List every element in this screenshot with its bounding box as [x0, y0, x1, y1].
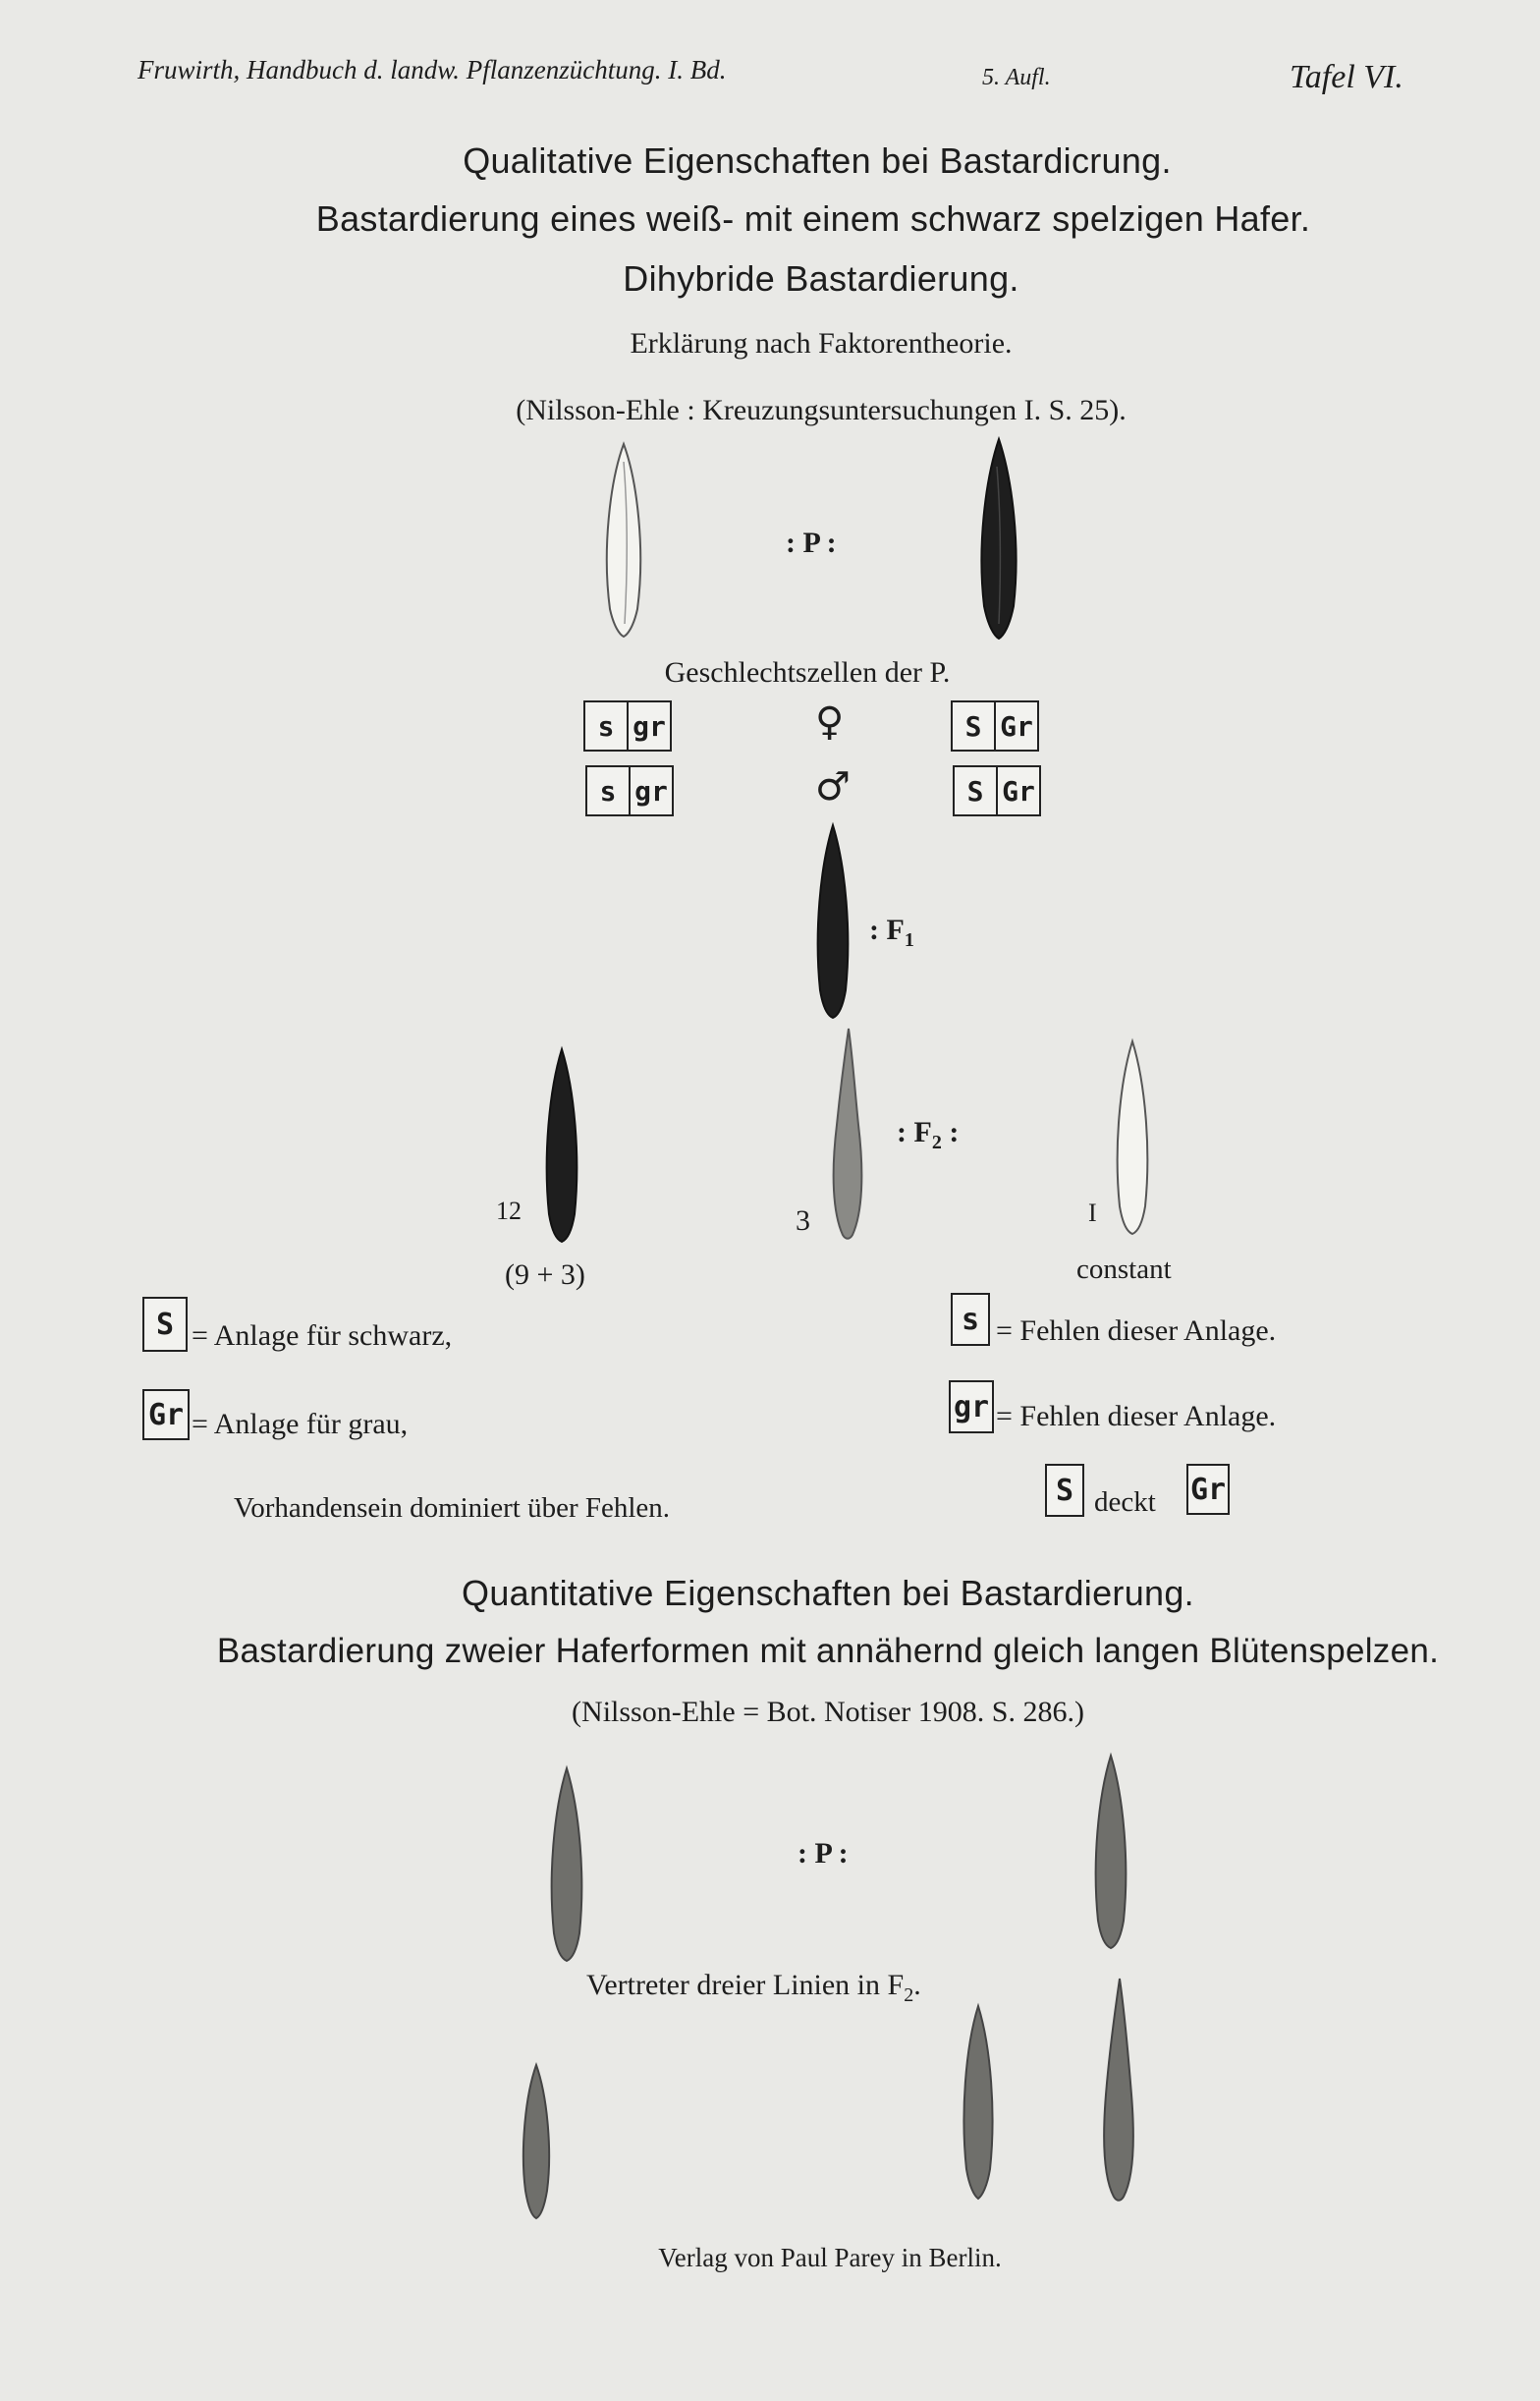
legend-S-box: S — [142, 1297, 188, 1352]
female-symbol-icon: ♀ — [815, 699, 845, 745]
gamete-S: S — [951, 700, 996, 752]
plate-number: Tafel VI. — [1290, 59, 1403, 95]
lines-label: Vertreter dreier Linien in $F_2$. — [586, 1969, 921, 2006]
f2-constant-note: constant — [1076, 1254, 1172, 1285]
covers-word: deckt — [1094, 1486, 1156, 1518]
covers-S-box: S — [1045, 1464, 1084, 1517]
legend-Gr-box: Gr — [142, 1389, 190, 1440]
explanation-line: Erklärung nach Faktorentheorie. — [630, 327, 1013, 360]
qualitative-reference: (Nilsson-Ehle : Kreuzungsuntersuchungen I. S. 25). — [516, 394, 1127, 426]
gametes-label: Geschlechtszellen der P. — [664, 656, 951, 689]
gamete-male-recessive — [585, 765, 674, 816]
f2-count-black: 12 — [496, 1197, 522, 1225]
line-grain-medium-icon — [956, 2004, 1001, 2201]
quant-p-grain-right-icon — [1086, 1754, 1135, 1950]
f2-grey-grain-icon — [823, 1027, 872, 1243]
legend-s-box: s — [951, 1293, 990, 1346]
gamete-gr: gr — [629, 765, 674, 816]
header-citation: Fruwirth, Handbuch d. landw. Pflanzenzüchtung. I. Bd. — [138, 55, 727, 84]
gamete-Gr: Gr — [994, 700, 1039, 752]
f1-black-grain-icon — [808, 823, 857, 1020]
gamete-s: s — [583, 700, 629, 752]
legend-gr-text: = Fehlen dieser Anlage. — [996, 1400, 1277, 1432]
gamete-Gr: Gr — [996, 765, 1041, 816]
f2-label: : $F_2$ : — [897, 1116, 960, 1153]
gamete-S: S — [953, 765, 998, 816]
f2-count-white: I — [1088, 1199, 1097, 1227]
gamete-s: s — [585, 765, 631, 816]
line-grain-long-icon — [1094, 1977, 1143, 2203]
p-label: : P : — [786, 527, 837, 559]
quant-p-grain-left-icon — [542, 1766, 591, 1963]
legend-s-text: = Fehlen dieser Anlage. — [996, 1314, 1277, 1347]
header-edition: 5. Aufl. — [982, 65, 1051, 90]
legend-S-text: = Anlage für schwarz, — [192, 1319, 453, 1352]
legend-Gr-text: = Anlage für grau, — [192, 1408, 409, 1440]
gamete-male-dominant — [953, 765, 1041, 816]
f2-black-grain-icon — [537, 1047, 586, 1244]
quantitative-subtitle: Bastardierung zweier Haferformen mit annähernd gleich langen Blütenspelzen. — [216, 1632, 1440, 1670]
publisher-line: Verlag von Paul Parey in Berlin. — [658, 2243, 1002, 2272]
quantitative-p-label: : P : — [798, 1837, 849, 1870]
f2-ratio-note: (9 + 3) — [505, 1258, 585, 1291]
white-grain-icon — [594, 442, 653, 639]
black-grain-icon — [969, 437, 1028, 643]
f2-count-grey: 3 — [796, 1204, 810, 1237]
covers-Gr-box: Gr — [1186, 1464, 1230, 1515]
f2-white-grain-icon — [1108, 1039, 1157, 1236]
male-symbol-icon: ♂ — [815, 764, 851, 810]
qualitative-subtitle: Bastardierung eines weiß- mit einem schwarz spelzigen Hafer. — [315, 198, 1311, 239]
dominance-note: Vorhandensein dominiert über Fehlen. — [234, 1492, 671, 1524]
line-grain-short-icon — [515, 2063, 558, 2220]
gamete-female-recessive — [583, 700, 672, 752]
quantitative-reference: (Nilsson-Ehle = Bot. Notiser 1908. S. 286.) — [572, 1696, 1084, 1728]
gamete-female-dominant — [951, 700, 1039, 752]
f1-label: : $F_1$ — [869, 914, 914, 951]
legend-gr-box: gr — [949, 1380, 994, 1433]
qualitative-subtitle-2: Dihybride Bastardierung. — [623, 258, 1019, 299]
gamete-gr: gr — [627, 700, 672, 752]
qualitative-title: Qualitative Eigenschaften bei Bastardicrung. — [463, 140, 1172, 181]
quantitative-title: Quantitative Eigenschaften bei Bastardierung. — [462, 1573, 1194, 1613]
